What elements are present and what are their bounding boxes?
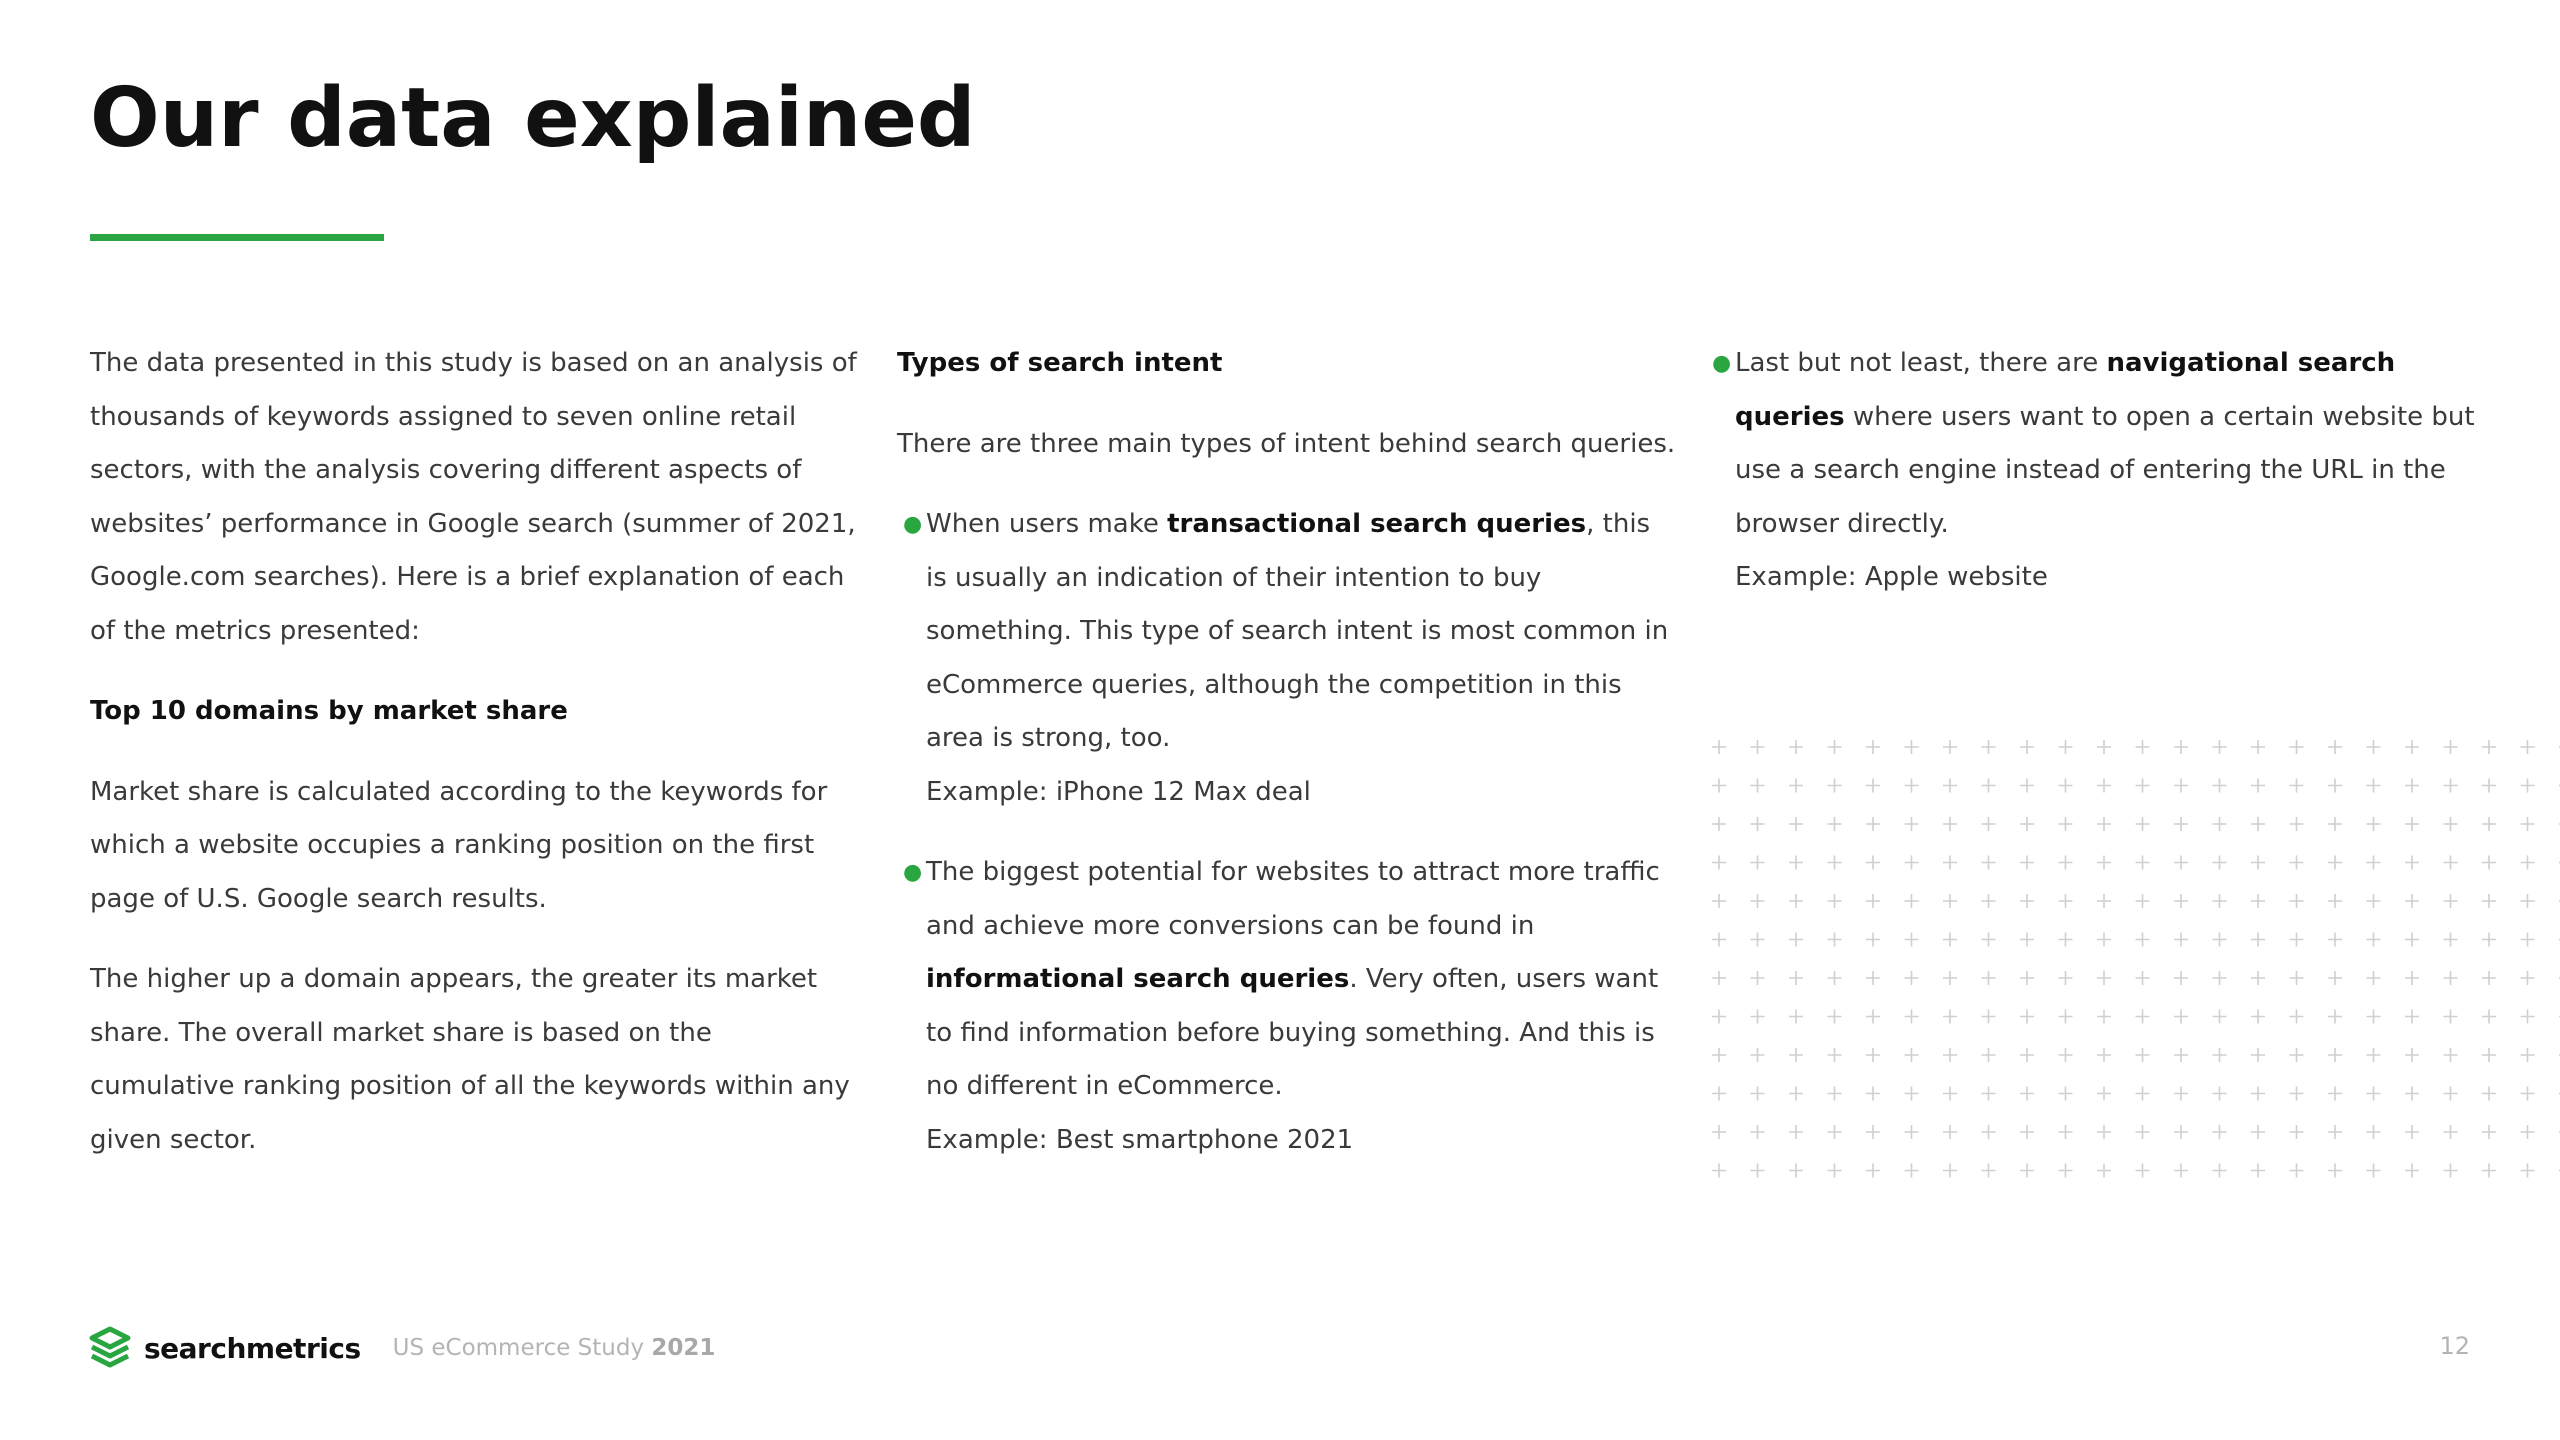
market-share-paragraph-2: The higher up a domain appears, the greater its market share. The overall market share is based on the cumulative ranking position of all the keywords within any given sector. xyxy=(90,964,850,1155)
title-underline xyxy=(90,234,384,241)
bullet-dot-icon: ● xyxy=(903,860,923,885)
bullet-navigational xyxy=(1706,337,2496,605)
bullet-example: Example: Best smartphone 2021 xyxy=(926,1124,1354,1155)
column-2 xyxy=(897,337,1677,1167)
bullet-dot-icon: ● xyxy=(1712,351,1732,376)
column-3 xyxy=(1706,337,2496,605)
brand-logo xyxy=(88,1326,361,1370)
intro-paragraph: The data presented in this study is based on an analysis of thousands of keywords assigned to seven online retail sectors, with the analysis covering different aspects of websites’ performance in Google search (summer of 2021, Google.com searches). Here is a brief explanation of each of the metrics presented: xyxy=(90,348,857,646)
bullet-dot-icon: ● xyxy=(903,512,923,537)
searchmetrics-logo-icon xyxy=(88,1326,132,1370)
bullet-text: Last but not least, there are navigational search queries where users want to open a certain website but use a search engine instead of entering the URL in the browser directly. xyxy=(1735,348,2475,539)
bullet-text: When users make transactional search queries, this is usually an indication of their intention to buy something. This type of search intent is most common in eCommerce queries, although the competition in this area is strong, too. xyxy=(926,509,1669,753)
section-heading-search-intent: Types of search intent xyxy=(897,348,1223,378)
search-intent-intro: There are three main types of intent behind search queries. xyxy=(897,428,1676,459)
bullet-informational xyxy=(897,846,1677,1167)
column-1 xyxy=(90,337,860,1167)
bullet-text: The biggest potential for websites to attract more traffic and achieve more conversions can be found in informational search queries. Very often, users want to find information before buying something. And this is no different in eCommerce. xyxy=(926,857,1660,1101)
decorative-plus-grid xyxy=(1700,728,2560,1188)
market-share-paragraph-1: Market share is calculated according to the keywords for which a website occupies a ranking position on the first page of U.S. Google search results. xyxy=(90,776,828,914)
page-title: Our data explained xyxy=(90,71,976,166)
section-heading-market-share: Top 10 domains by market share xyxy=(90,696,568,726)
bullet-transactional xyxy=(897,498,1677,819)
page-number: 12 xyxy=(2439,1332,2470,1360)
brand-name: searchmetrics xyxy=(144,1331,361,1365)
bullet-example: Example: iPhone 12 Max deal xyxy=(926,776,1311,807)
study-label: US eCommerce Study 2021 xyxy=(392,1335,716,1361)
footer xyxy=(88,1322,715,1374)
bullet-example: Example: Apple website xyxy=(1735,562,2048,592)
